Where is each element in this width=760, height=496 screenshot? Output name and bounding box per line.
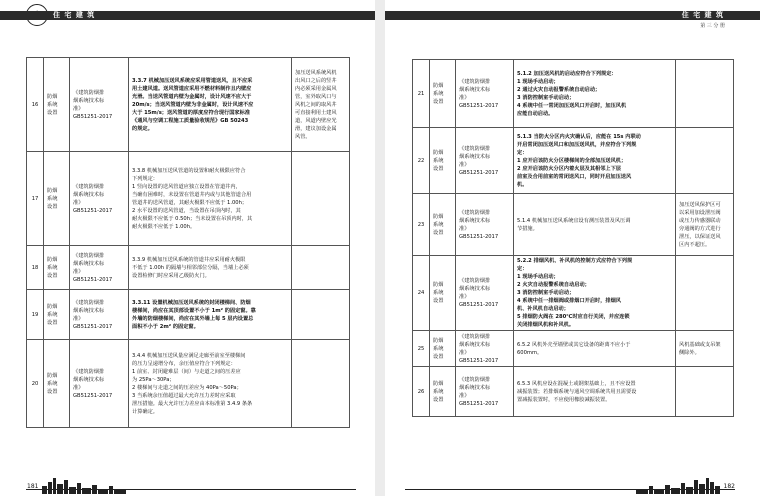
category-cell [430, 367, 456, 417]
standard-code-cell [456, 367, 514, 417]
clause-content-line: 大于 15m/s；送风管道的厚度应符合现行国家标准 [132, 109, 250, 116]
right-page [385, 0, 760, 496]
header-title: 住 宅 建 筑 [681, 11, 724, 19]
note-cell [676, 256, 734, 331]
standard-code-cell [456, 60, 514, 128]
clause-content-line: 下列规定： [132, 175, 158, 182]
category-line: 系统 [47, 311, 58, 318]
clause-content-line: 1 现场手动启动； [517, 78, 559, 85]
clause-content-line: 20m/s；当送风管道内壁为非金属时，设计风速不应 [132, 101, 254, 108]
clause-content-line: 3 消防控制室手动启动； [517, 290, 575, 296]
category-cell [430, 331, 456, 367]
standard-code-line: 准》 [459, 349, 470, 356]
note-line: 泄压，以保证送风 [679, 233, 721, 240]
standard-code-line: 《建筑防烟排 [459, 145, 491, 152]
note-line: 侧除外。 [679, 349, 700, 356]
category-cell [430, 194, 456, 256]
category-line: 设置 [47, 109, 58, 116]
clause-content-line: 5.1.4 机械加压送风系统宜设有测压装置及风压调 [517, 217, 631, 224]
clause-content-line: 1 前室、封闭避难层（间）与走道之间的压差应 [132, 368, 241, 375]
standard-code-line: 准》 [459, 94, 470, 101]
row-number: 23 [413, 194, 430, 256]
clause-content-line: 应能自动启动。 [517, 110, 554, 117]
standard-code-line: 烟系统技术标 [459, 86, 491, 93]
clause-content-line: 5.1.3 当防火分区内火灾确认后，应能在 15s 内联动 [517, 133, 641, 140]
category-line: 防烟 [47, 303, 58, 310]
standard-code-line: GB51251-2017 [73, 113, 113, 120]
note-line: 风机之间的取风井 [295, 101, 337, 108]
standard-code-line: 准》 [459, 392, 470, 399]
standard-code-line: 烟系统技术标 [459, 217, 491, 224]
row-number: 19 [27, 290, 44, 340]
spec-table-left [26, 57, 350, 428]
clause-content-line: 关闭排烟风机和补风机。 [517, 322, 575, 328]
standard-code-cell [456, 256, 514, 331]
category-line: 防烟 [433, 282, 444, 288]
category-line: 防烟 [433, 82, 444, 89]
category-line: 系统 [433, 388, 444, 395]
clause-content-line: 4 系统中任一常闭加压送风口开启时，加压风机 [517, 102, 627, 109]
clause-content-cell [129, 246, 292, 290]
category-line: 设置 [47, 388, 58, 395]
standard-code-line: 准》 [459, 161, 470, 168]
standard-code-cell [456, 194, 514, 256]
category-line: 设置 [433, 298, 444, 304]
standard-code-cell [456, 331, 514, 367]
note-cell [292, 290, 350, 340]
standard-code-line: 《建筑防烟排 [73, 368, 105, 375]
note-cell [292, 152, 350, 246]
standard-code-line: GB51251-2017 [459, 233, 499, 240]
clause-content-line: 机。 [517, 181, 528, 188]
standard-code-line: GB51251-2017 [459, 102, 499, 109]
clause-content-cell [129, 340, 292, 428]
row-number: 16 [27, 58, 44, 152]
standard-code-line: 《建筑防烟排 [73, 252, 105, 259]
clause-content-cell [514, 367, 676, 417]
table-row [27, 290, 350, 340]
clause-content-line: 的压力呈递增分布，余压值应符合下列规定： [132, 360, 236, 367]
table-row [27, 340, 350, 428]
clause-content-line: 机、补风机自动启动； [517, 306, 569, 312]
standard-code-line: GB51251-2017 [73, 392, 113, 399]
clause-content-line: 为 25Pa～30Pa； [132, 376, 175, 383]
category-line: 防烟 [433, 337, 444, 344]
category-cell [430, 128, 456, 194]
note-cell [292, 340, 350, 428]
category-line: 防烟 [47, 187, 58, 194]
category-cell [44, 246, 70, 290]
row-number: 22 [413, 128, 430, 194]
category-line: 防烟 [433, 149, 444, 156]
row-number: 20 [27, 340, 44, 428]
standard-code-line: 《建筑防烟排 [459, 278, 491, 284]
clause-content-line: 2 水平设置的送风管道，当设置在吊顶内时，其 [132, 207, 241, 214]
row-number: 26 [413, 367, 430, 417]
category-line: 系统 [433, 90, 444, 97]
standard-code-line: 准》 [459, 294, 470, 300]
table-row [413, 331, 734, 367]
standard-code-cell [70, 152, 129, 246]
clause-content-line: 计算确定。 [132, 408, 158, 415]
row-number: 25 [413, 331, 430, 367]
note-line: 管，室外取风口与 [295, 93, 337, 100]
table-row [413, 367, 734, 417]
category-line: 设置 [47, 272, 58, 279]
clause-content-line: 的规定。 [132, 125, 153, 132]
standard-code-cell [70, 290, 129, 340]
clause-content-line: 6.5.2 风机外壳至墙壁或其它设备的距离不应小于 [517, 341, 631, 348]
spec-table-right [412, 59, 734, 417]
clause-content-line: 耐火极限不应低于 0.50h；当未设置在吊顶内时，其 [132, 215, 253, 222]
standard-code-line: 烟系统技术标 [73, 376, 105, 383]
table-row [413, 256, 734, 331]
row-number: 18 [27, 246, 44, 290]
standard-code-line: 烟系统技术标 [73, 307, 105, 314]
clause-content-line: 3.3.11 设置机械加压送风系统的封闭楼梯间、防烟 [132, 299, 251, 306]
note-line: 道，风道内壁应光 [295, 117, 337, 124]
category-line: 设置 [47, 203, 58, 210]
clause-content-line: 管道井的送风管道，其耐火极限不应低于 1.00h； [132, 199, 248, 206]
clause-content-cell [129, 290, 292, 340]
standard-code-line: GB51251-2017 [459, 357, 499, 364]
note-line: 出风口之后的竖井 [295, 77, 337, 84]
clause-content-line: 节措施。 [517, 225, 538, 232]
clause-content-line: 3.3.9 机械加压送风系统的管道井应采用耐火极限 [132, 256, 246, 263]
standard-code-line: GB51251-2017 [459, 169, 499, 176]
table-row [27, 152, 350, 246]
clause-content-cell [514, 128, 676, 194]
note-line: 旁通阀的方式进行 [679, 225, 721, 232]
clause-content-cell [514, 60, 676, 128]
clause-content-line: 当确有困难时，未设置在管道井内或与其他管道合用 [132, 191, 252, 198]
category-cell [430, 256, 456, 331]
note-cell [292, 246, 350, 290]
clause-content-line: 设置检修门时应采用乙级防火门。 [132, 272, 210, 279]
standard-code-line: 《建筑防烟排 [459, 333, 491, 340]
standard-code-cell [70, 58, 129, 152]
clause-content-line: 开启常闭加压送风口和加压送风机，并应符合下列规 [517, 141, 637, 148]
category-line: 防烟 [433, 380, 444, 387]
clause-content-line: 3.3.7 机械加压送风系统应采用管道送风，且不应采 [132, 77, 253, 84]
clause-content-line: 泄压措施。最大允许压力差应由本标准第 3.4.9 条条 [132, 400, 253, 407]
standard-code-line: 准》 [73, 199, 84, 206]
category-line: 系统 [47, 101, 58, 108]
clause-content-line: 2 通过火灾自动报警系统自动启动； [517, 86, 601, 93]
note-line: 风管。 [295, 133, 311, 140]
clause-content-line: 1 现场手动启动； [517, 274, 559, 280]
category-line: 防烟 [47, 93, 58, 100]
category-line: 设置 [433, 165, 444, 172]
clause-content-line: 置减振装置时，不应使用橡胶减振装置。 [517, 396, 611, 403]
clause-content-line: 楼梯间，尚应在其顶部设置不小于 1m² 的固定窗。靠 [132, 307, 256, 314]
standard-code-line: GB51251-2017 [73, 207, 113, 214]
note-cell [676, 60, 734, 128]
category-line: 设置 [433, 353, 444, 360]
table-row [413, 60, 734, 128]
standard-code-line: GB51251-2017 [459, 400, 499, 407]
standard-code-line: 烟系统技术标 [73, 260, 105, 267]
clause-content-cell [514, 194, 676, 256]
clause-content-cell [514, 256, 676, 331]
category-cell [44, 58, 70, 152]
standard-code-line: 《建筑防烟排 [459, 78, 491, 85]
clause-content-line: 1 竖向设置的送风管道应独立设置在管道井内， [132, 183, 241, 190]
clause-content-line: 6.5.3 风机应设在混凝土或钢架基础上，且不应设置 [517, 380, 636, 387]
standard-code-line: 准》 [73, 315, 84, 322]
category-line: 系统 [47, 195, 58, 202]
note-cell [676, 331, 734, 367]
clause-content-line: 不低于 1.00h 的隔墙与相邻部位分隔，当墙上必须 [132, 264, 249, 271]
book-gutter [375, 0, 385, 496]
category-line: 防烟 [433, 213, 444, 220]
standard-code-line: GB51251-2017 [73, 276, 113, 283]
standard-code-line: 《建筑防烟排 [459, 209, 491, 216]
row-number: 21 [413, 60, 430, 128]
category-line: 系统 [433, 290, 444, 296]
note-cell [292, 58, 350, 152]
note-line: 区内不超压。 [679, 241, 711, 248]
category-line: 系统 [433, 221, 444, 228]
note-line: 加压送风保护区可 [679, 201, 721, 208]
category-cell [44, 152, 70, 246]
clause-content-line: 600mm。 [517, 349, 543, 356]
clause-content-cell [129, 58, 292, 152]
header-subtitle: 第 三 分 册 [700, 23, 725, 29]
standard-code-line: 烟系统技术标 [73, 97, 105, 104]
note-cell [676, 367, 734, 417]
standard-code-cell [456, 128, 514, 194]
standard-code-line: 烟系统技术标 [73, 191, 105, 198]
standard-code-cell [70, 340, 129, 428]
left-page [0, 0, 375, 496]
category-cell [430, 60, 456, 128]
clause-content-line: 耐火极限不应低于 1.00h。 [132, 223, 196, 230]
category-line: 设置 [433, 396, 444, 403]
standard-code-cell [70, 246, 129, 290]
standard-code-line: 准》 [459, 225, 470, 232]
table-row [27, 246, 350, 290]
clause-content-line: 光滑。当送风管道内壁为金属时，设计风速不应大于 [132, 93, 252, 100]
category-line: 设置 [433, 98, 444, 105]
row-number: 24 [413, 256, 430, 331]
city-skyline-icon [634, 476, 724, 494]
clause-content-line: 3.3.8 机械加压送风管道的设置和耐火极限应符合 [132, 167, 246, 174]
city-skyline-icon [40, 476, 130, 494]
note-cell [676, 194, 734, 256]
standard-code-line: 《建筑防烟排 [73, 183, 105, 190]
clause-content-line: 2 楼梯间与走道之间的压差应为 40Pa～50Pa； [132, 384, 242, 391]
note-line: 或压力传感器联动 [679, 217, 721, 224]
category-line: 设置 [433, 229, 444, 236]
standard-code-line: 准》 [73, 105, 84, 112]
clause-content-line: 前室及合用前室的常闭送风口，同时开启加压送风 [517, 173, 632, 180]
table-row [27, 58, 350, 152]
category-line: 系统 [433, 157, 444, 164]
table-row [413, 128, 734, 194]
note-line: 风机基础或支吊架 [679, 341, 721, 348]
page-number: 181 [27, 483, 39, 490]
clause-content-cell [129, 152, 292, 246]
clause-content-line: 4 系统中任一排烟阀或排烟口开启时，排烟风 [517, 298, 621, 304]
row-number: 17 [27, 152, 44, 246]
clause-content-line: 5.1.2 加压送风机的启动应符合下列规定： [517, 70, 617, 77]
standard-code-line: 准》 [73, 268, 84, 275]
category-line: 防烟 [47, 256, 58, 263]
clause-content-line: 5 排烟防火阀在 280℃时应自行关闭，并应连锁 [517, 314, 630, 320]
clause-content-line: 面积不小于 2m² 的固定窗。 [132, 323, 199, 330]
clause-content-line: 2 应开启该防火分区内着火层及其相邻上下层 [517, 165, 621, 172]
standard-code-line: GB51251-2017 [459, 302, 499, 308]
standard-code-line: 《建筑防烟排 [73, 299, 105, 306]
note-cell [676, 128, 734, 194]
category-cell [44, 340, 70, 428]
standard-code-line: 《建筑防烟排 [73, 89, 105, 96]
standard-code-line: 烟系统技术标 [459, 286, 491, 292]
standard-code-line: 烟系统技术标 [459, 384, 491, 391]
standard-code-line: 准》 [73, 384, 84, 391]
clause-content-line: 外墙的防烟楼梯间，尚应在其外墙上每 5 层内设置总 [132, 315, 254, 322]
standard-code-line: 烟系统技术标 [459, 153, 491, 160]
clause-content-line: 3 当系统余压值超过最大允许压力差时应采取 [132, 392, 236, 399]
page-number: 182 [723, 483, 735, 490]
standard-code-line: 烟系统技术标 [459, 341, 491, 348]
clause-content-cell [514, 331, 676, 367]
clause-content-line: 3 消防控制室手动启动； [517, 94, 575, 101]
clause-content-line: 减振装置；若排烟系统与通风空调系统共用且需要设 [517, 388, 637, 395]
header-title: 住 宅 建 筑 [53, 11, 96, 19]
table-row [413, 194, 734, 256]
clause-content-line: 定： [517, 149, 528, 156]
standard-code-line: 《建筑防烟排 [459, 376, 491, 383]
note-line: 可直接利用土建风 [295, 109, 337, 116]
category-line: 系统 [47, 380, 58, 387]
note-line: 内必须采用金属风 [295, 85, 337, 92]
clause-content-line: 《通风与空调工程施工质量验收规范》GB 50243 [132, 117, 249, 124]
standard-code-line: GB51251-2017 [73, 323, 113, 330]
clause-content-line: 3.4.4 机械加压送风量应满足走廊至前室至楼梯间 [132, 352, 246, 359]
clause-content-line: 定： [517, 266, 528, 272]
category-line: 设置 [47, 319, 58, 326]
clause-content-line: 1 应开启该防火分区楼梯间的全部加压送风机； [517, 157, 627, 164]
note-line: 滑，建议加设金属 [295, 125, 337, 132]
category-line: 防烟 [47, 372, 58, 379]
category-line: 系统 [433, 345, 444, 352]
clause-content-line: 5.2.2 排烟风机、补风机的控制方式应符合下列规 [517, 258, 633, 264]
note-line: 以采用加设泄压阀 [679, 209, 721, 216]
category-cell [44, 290, 70, 340]
category-line: 系统 [47, 264, 58, 271]
clause-content-line: 2 火灾自动报警系统自动启动； [517, 282, 590, 288]
clause-content-line: 用土建风道。送风管道应采用不燃材料制作且内壁应 [132, 85, 252, 92]
note-line: 加压送风系统风机 [295, 69, 337, 76]
